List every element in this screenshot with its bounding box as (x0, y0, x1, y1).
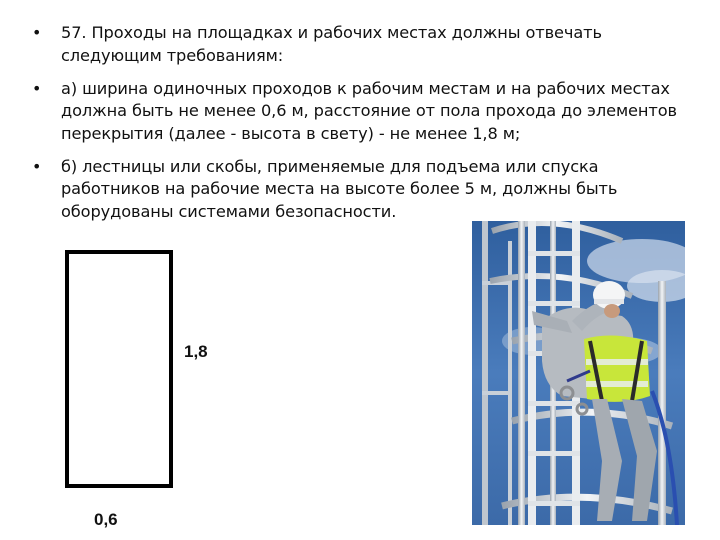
bullet-item (0, 156, 690, 224)
bullet-text: б) лестницы или скобы, применяемые для подъема или спуска работников на рабочие места на высоте более 5 м, должны быть оборудованы системами безопасности. (61, 156, 618, 221)
bullet-item (0, 78, 690, 146)
bullet-dot-icon: • (32, 156, 42, 176)
bullet-list (0, 22, 690, 234)
bullet-text: а) ширина одиночных проходов к рабочим местам и на рабочих местах должна быть не менее 0,6 м, расстояние от пола прохода до элементов перекрытия (далее - высота в свету) - не менее 1,8 м; (61, 78, 677, 143)
width-label: 0,6 (94, 510, 118, 529)
bullet-text: 57. Проходы на площадках и рабочих местах должны отвечать следующим требованиям: (61, 23, 602, 65)
passage-dimension-diagram (60, 246, 230, 536)
bullet-item (0, 22, 690, 67)
worker-on-caged-ladder-photo (472, 221, 685, 525)
bullet-dot-icon: • (32, 78, 42, 98)
height-label: 1,8 (184, 342, 208, 361)
bullet-dot-icon: • (32, 23, 42, 42)
passage-rectangle (65, 250, 173, 488)
